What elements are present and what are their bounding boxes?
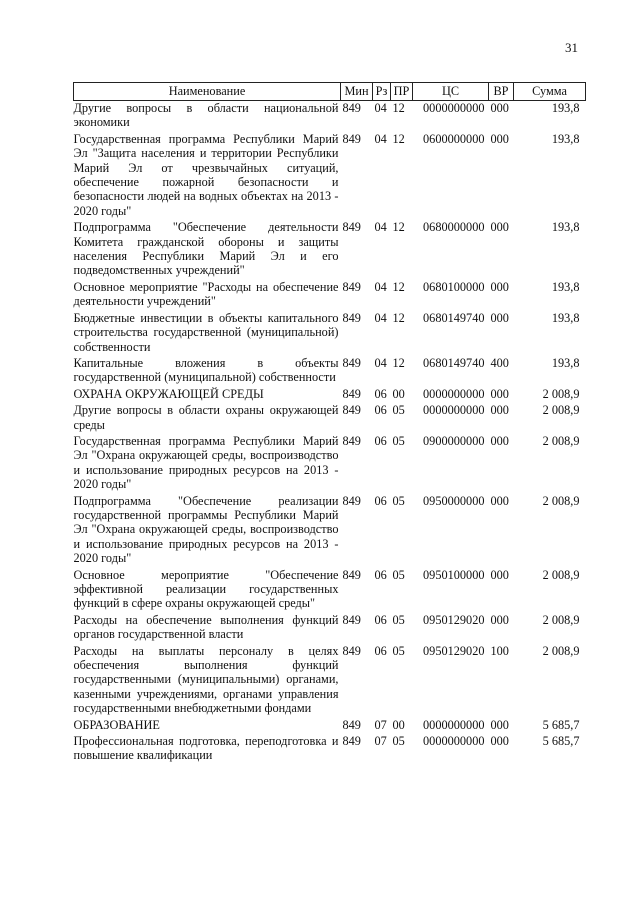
cell-rz: 04 [374, 310, 387, 325]
cell-pr: 12 [392, 279, 405, 294]
cell-min: 849 [342, 386, 361, 401]
cell-pr: 05 [392, 433, 405, 448]
cell-min: 849 [342, 717, 361, 732]
cell-pr: 05 [392, 734, 405, 749]
cell-min: 849 [342, 101, 361, 115]
cell-name: ОБРАЗОВАНИЕ [73, 717, 160, 732]
cell-pr: 05 [392, 403, 405, 418]
cell-min: 849 [342, 279, 361, 294]
cell-min: 849 [342, 643, 361, 658]
header-pr: ПР [391, 83, 413, 101]
table-row [74, 218, 586, 278]
cell-sum: 5 685,7 [542, 734, 580, 749]
table-row [74, 309, 586, 354]
cell-pr: 05 [392, 612, 405, 627]
cell-pr: 12 [392, 101, 405, 115]
cell-rz: 04 [374, 131, 387, 146]
cell-cs: 0000000000 [423, 403, 485, 418]
cell-pr: 12 [392, 131, 405, 146]
cell-vr: 000 [490, 386, 509, 401]
cell-rz: 06 [374, 643, 387, 658]
cell-sum: 193,8 [551, 131, 580, 146]
cell-name: Профессиональная подготовка, переподготовка и повышение квалификации [73, 734, 339, 763]
cell-sum: 193,8 [551, 310, 580, 325]
cell-name: Расходы на обеспечение выполнения функций органов государственной власти [73, 612, 339, 642]
cell-pr: 05 [392, 493, 405, 508]
cell-vr: 000 [490, 403, 509, 418]
cell-rz: 04 [374, 101, 387, 115]
cell-vr: 000 [490, 734, 509, 749]
cell-rz: 06 [374, 386, 387, 401]
table-row [74, 732, 586, 763]
cell-min: 849 [342, 131, 361, 146]
table-row [74, 432, 586, 492]
cell-min: 849 [342, 433, 361, 448]
cell-cs: 0950129020 [423, 643, 485, 658]
cell-cs: 0680000000 [423, 220, 485, 235]
header-min: Мин [341, 83, 373, 101]
cell-min: 849 [342, 493, 361, 508]
cell-rz: 04 [374, 279, 387, 294]
header-cs: ЦС [413, 83, 489, 101]
table-row [74, 642, 586, 716]
table-row [74, 278, 586, 309]
cell-vr: 000 [490, 433, 509, 448]
cell-sum: 2 008,9 [542, 493, 580, 508]
cell-pr: 12 [392, 355, 405, 370]
cell-rz: 06 [374, 433, 387, 448]
cell-rz: 06 [374, 403, 387, 418]
cell-sum: 2 008,9 [542, 403, 580, 418]
cell-name: Другие вопросы в области охраны окружающей среды [73, 403, 339, 432]
cell-cs: 0950129020 [423, 612, 485, 627]
cell-rz: 07 [374, 734, 387, 749]
cell-rz: 06 [374, 612, 387, 627]
cell-sum: 2 008,9 [542, 643, 580, 658]
cell-name: Подпрограмма "Обеспечение реализации государственной программы Республики Марий Эл "Охрана окружающей среды, воспроизводство и использование природных ресурсов на 2013 - 2020 годы" [73, 493, 339, 566]
cell-name: Основное мероприятие "Расходы на обеспечение деятельности учреждений" [73, 279, 339, 309]
cell-sum: 2 008,9 [542, 567, 580, 582]
cell-rz: 07 [374, 717, 387, 732]
cell-cs: 0950000000 [423, 493, 485, 508]
cell-min: 849 [342, 734, 361, 749]
cell-rz: 06 [374, 567, 387, 582]
cell-cs: 0680149740 [423, 355, 485, 370]
cell-min: 849 [342, 567, 361, 582]
cell-cs: 0900000000 [423, 433, 485, 448]
table-row [74, 401, 586, 432]
cell-sum: 193,8 [551, 355, 580, 370]
cell-min: 849 [342, 355, 361, 370]
cell-cs: 0680149740 [423, 310, 485, 325]
cell-pr: 05 [392, 643, 405, 658]
cell-rz: 04 [374, 220, 387, 235]
table-row [74, 611, 586, 642]
cell-cs: 0950100000 [423, 567, 485, 582]
cell-min: 849 [342, 612, 361, 627]
table-row [74, 492, 586, 566]
cell-vr: 000 [490, 131, 509, 146]
cell-pr: 12 [392, 310, 405, 325]
cell-name: Государственная программа Республики Марий Эл "Защита населения и территории Республики Марий Эл от чрезвычайных ситуаций, обеспечение пожарной безопасности и безопасности людей на водных объектах на 2013 - 2020 годы" [73, 131, 339, 218]
table-row [74, 385, 586, 401]
cell-name: Другие вопросы в области национальной экономики [73, 101, 339, 130]
cell-min: 849 [342, 310, 361, 325]
cell-pr: 00 [392, 717, 405, 732]
cell-name: Капитальные вложения в объекты государственной (муниципальной) собственности [73, 355, 339, 385]
cell-sum: 2 008,9 [542, 433, 580, 448]
header-sum: Сумма [514, 83, 586, 101]
header-name: Наименование [74, 83, 341, 101]
cell-cs: 0000000000 [423, 717, 485, 732]
table-row [74, 354, 586, 385]
cell-cs: 0000000000 [423, 386, 485, 401]
cell-cs: 0000000000 [423, 101, 485, 115]
cell-vr: 000 [490, 220, 509, 235]
page-number: 31 [565, 40, 578, 55]
table-row [74, 566, 586, 611]
budget-table [73, 82, 586, 763]
cell-name: Государственная программа Республики Марий Эл "Охрана окружающей среды, воспроизводство и использование природных ресурсов на 2013 - 2020 годы" [73, 433, 339, 492]
table-row [74, 101, 586, 130]
cell-name: Основное мероприятие "Обеспечение эффективной реализации государственных функций в сфере охраны окружающей среды" [73, 567, 339, 611]
cell-sum: 2 008,9 [542, 386, 580, 401]
cell-rz: 06 [374, 493, 387, 508]
header-vr: ВР [489, 83, 514, 101]
cell-min: 849 [342, 220, 361, 235]
cell-vr: 000 [490, 310, 509, 325]
cell-rz: 04 [374, 355, 387, 370]
cell-vr: 000 [490, 279, 509, 294]
cell-cs: 0000000000 [423, 734, 485, 749]
cell-pr: 05 [392, 567, 405, 582]
cell-cs: 0680100000 [423, 279, 485, 294]
table-row [74, 716, 586, 732]
cell-name: ОХРАНА ОКРУЖАЮЩЕЙ СРЕДЫ [73, 386, 264, 401]
table-header-row [74, 83, 586, 101]
cell-vr: 000 [490, 612, 509, 627]
cell-min: 849 [342, 403, 361, 418]
cell-pr: 12 [392, 220, 405, 235]
cell-sum: 5 685,7 [542, 717, 580, 732]
cell-sum: 193,8 [551, 220, 580, 235]
cell-vr: 000 [490, 493, 509, 508]
cell-name: Бюджетные инвестиции в объекты капитального строительства государственной (муниципальной) собственности [73, 310, 339, 354]
cell-pr: 00 [392, 386, 405, 401]
cell-vr: 100 [490, 643, 509, 658]
table-row [74, 130, 586, 218]
cell-sum: 193,8 [551, 279, 580, 294]
cell-name: Расходы на выплаты персоналу в целях обеспечения выполнения функций государственными (муниципальными) органами, казенными учреждениями, органами управления государственными внебюджетными фондами [73, 643, 339, 716]
cell-vr: 000 [490, 101, 509, 115]
cell-sum: 2 008,9 [542, 612, 580, 627]
cell-vr: 400 [490, 355, 509, 370]
cell-vr: 000 [490, 567, 509, 582]
cell-name: Подпрограмма "Обеспечение деятельности Комитета гражданской обороны и защиты населения Республики Марий Эл и его подведомственных учреждений" [73, 220, 339, 278]
cell-sum: 193,8 [551, 101, 580, 115]
header-rz: Рз [373, 83, 391, 101]
cell-cs: 0600000000 [423, 131, 485, 146]
cell-vr: 000 [490, 717, 509, 732]
